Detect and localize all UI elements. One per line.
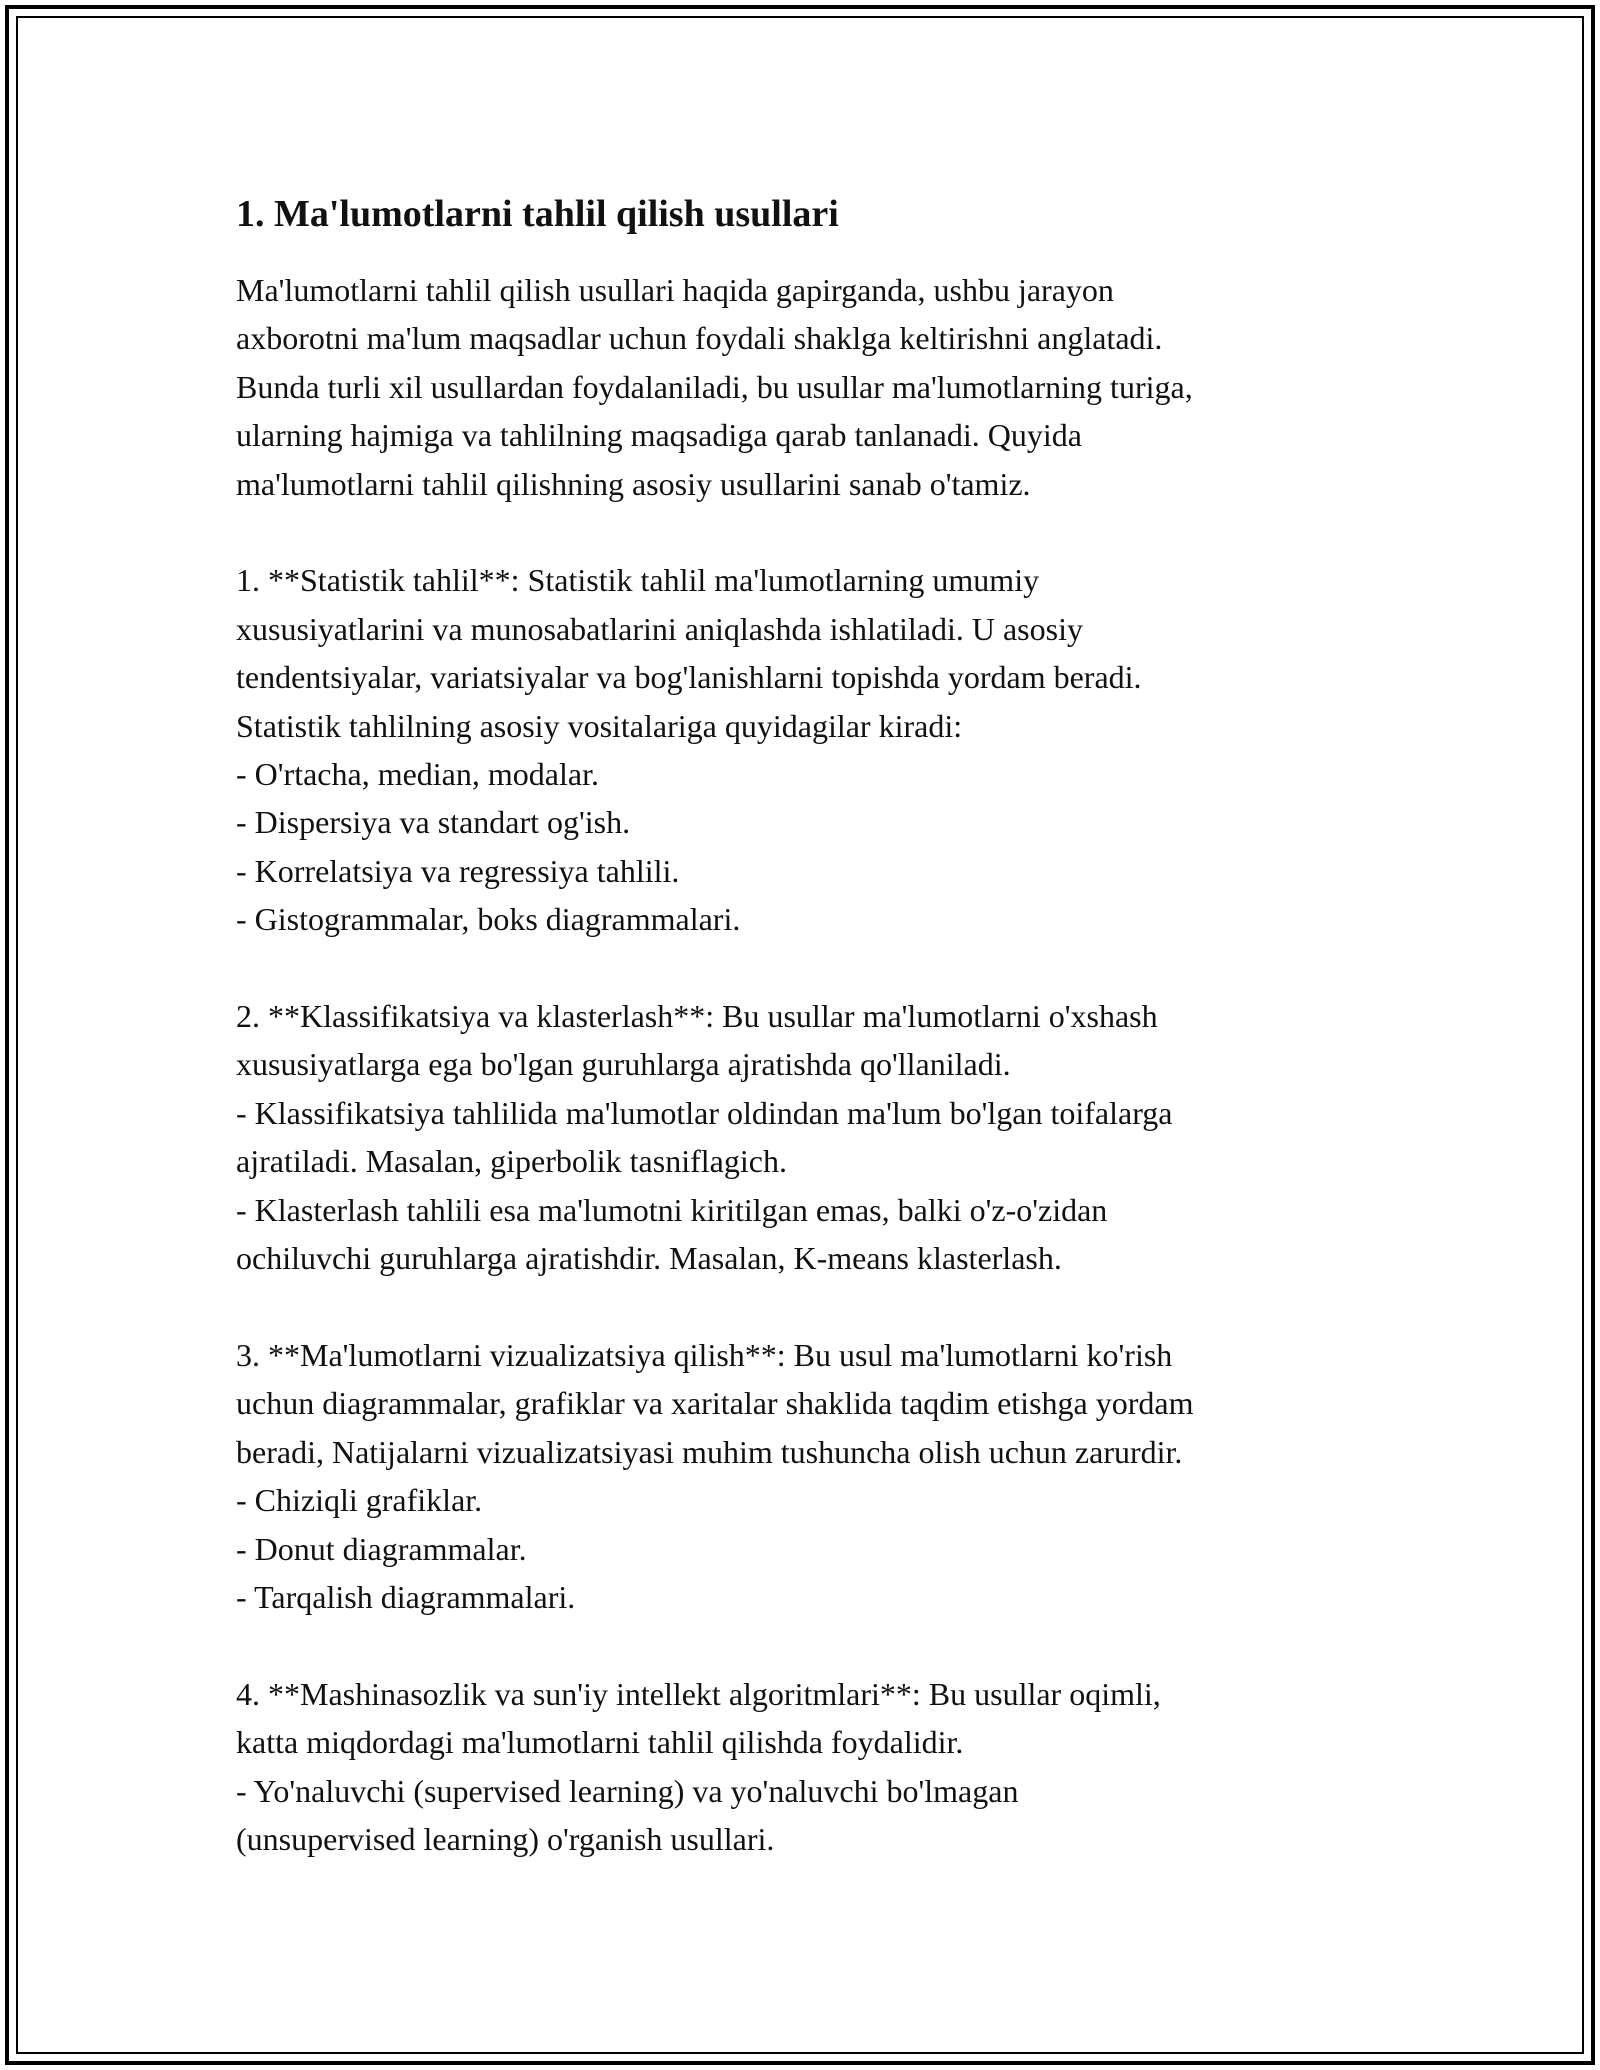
intro-paragraph: Ma'lumotlarni tahlil qilish usullari haqida gapirganda, ushbu jarayon axborotni ma'lum maqsadlar uchun foydali shaklga keltirishni anglatadi. Bunda turli xil usullardan foydalaniladi, bu usullar ma'lumotlarning turiga, ularning hajmiga va tahlilning maqsadiga qarab tanlanadi. Quyida ma'lumotlarni tahlil qilishning asosiy usullarini sanab o'tamiz. <box>236 272 1193 502</box>
paragraph-gap <box>236 944 1366 992</box>
document-body <box>236 188 1366 1863</box>
section-mashinasozlik: 4. **Mashinasozlik va sun'iy intellekt algoritmlari**: Bu usullar oqimli, katta miqdordagi ma'lumotlarni tahlil qilishda foydalidir. - Yo'naluvchi (supervised learning) va yo'naluvchi bo'lmagan (unsupervised learning) o'rganish usullari. <box>236 1675 1161 1857</box>
page-title: 1. Ma'lumotlarni tahlil qilish usullari <box>236 193 839 235</box>
section-klassifikatsiya: 2. **Klassifikatsiya va klasterlash**: Bu usullar ma'lumotlarni o'xshash xususiyatlarga ega bo'lgan guruhlarga ajratishda qo'llaniladi. - Klassifikatsiya tahlilida ma'lumotlar oldindan ma'lum bo'lgan toifalarga ajratiladi. Masalan, giperbolik tasniflagich. - Klasterlash tahlili esa ma'lumotni kiritilgan emas, balki o'z-o'zidan ochiluvchi guruhlarga ajratishdir. Masalan, K-means klasterlash. <box>236 998 1173 1277</box>
section-statistik-tahlil: 1. **Statistik tahlil**: Statistik tahlil ma'lumotlarning umumiy xususiyatlarini va munosabatlarini aniqlashda ishlatiladi. U asosiy tendentsiyalar, variatsiyalar va bog'lanishlarni topishda yordam beradi. Statistik tahlilning asosiy vositalariga quyidagilar kiradi: - O'rtacha, median, modalar. - Dispersiya va standart og'ish. - Korrelatsiya va regressiya tahlili. - Gistogrammalar, boks diagrammalari. <box>236 562 1142 938</box>
paragraph-gap <box>236 1621 1366 1669</box>
paragraph-gap <box>236 508 1366 556</box>
section-vizualizatsiya: 3. **Ma'lumotlarni vizualizatsiya qilish**: Bu usul ma'lumotlarni ko'rish uchun diagrammalar, grafiklar va xaritalar shaklida taqdim etishga yordam beradi, Natijalarni vizualizatsiyasi muhim tushuncha olish uchun zarurdir. - Chiziqli grafiklar. - Donut diagrammalar. - Tarqalish diagrammalari. <box>236 1336 1194 1615</box>
paragraph-gap <box>236 1283 1366 1331</box>
